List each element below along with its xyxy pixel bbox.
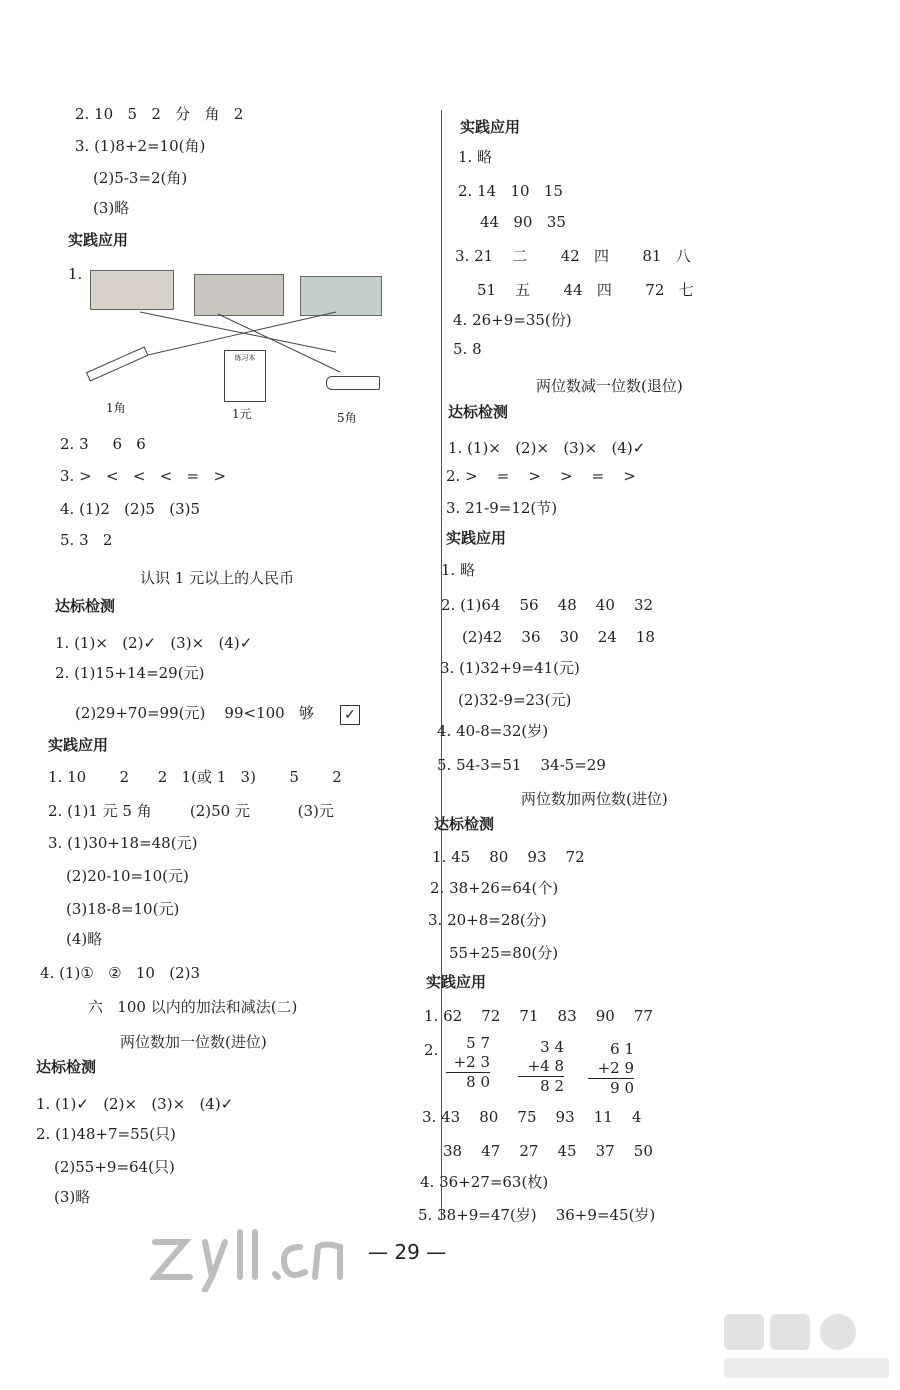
section-heading: 达标检测 bbox=[36, 1058, 97, 1076]
answer-line: 4. 26+9=35(份) bbox=[453, 311, 572, 329]
answer-line: 1. (1)× (2)✓ (3)× (4)✓ bbox=[55, 634, 253, 652]
answer-line: 2. (1)1 元 5 角 (2)50 元 (3)元 bbox=[48, 802, 334, 820]
answer-line: 2. (1)15+14=29(元) bbox=[55, 664, 205, 682]
vertical-addition bbox=[588, 1040, 634, 1098]
answer-line: 51 五 44 四 72 七 bbox=[477, 281, 694, 299]
section-title: 两位数加两位数(进位) bbox=[521, 790, 668, 808]
answer-line: (3)略 bbox=[54, 1188, 91, 1206]
answer-line: 2. (1)48+7=55(只) bbox=[36, 1125, 176, 1143]
answer-line: 2. > = > > = > bbox=[446, 467, 636, 485]
answer-line: 3. 21 二 42 四 81 八 bbox=[455, 247, 691, 265]
section-title: 两位数减一位数(退位) bbox=[536, 377, 683, 395]
vertical-addition bbox=[446, 1034, 490, 1092]
answer-line: 44 90 35 bbox=[480, 213, 566, 231]
answer-line: 1. 略 bbox=[441, 561, 476, 579]
pocketknife-icon bbox=[326, 376, 380, 390]
sum: 9 0 bbox=[588, 1078, 634, 1098]
watermark-graphic bbox=[150, 1222, 360, 1292]
answer-line: 3. > < < < = > bbox=[60, 467, 227, 485]
watermark-logo bbox=[720, 1310, 895, 1385]
caption: 5角 bbox=[337, 411, 357, 425]
addend: 6 1 bbox=[610, 1040, 634, 1058]
answer-line: 3. 20+8=28(分) bbox=[428, 911, 547, 929]
answer-line: (2)5-3=2(角) bbox=[93, 169, 188, 187]
section-heading: 达标检测 bbox=[434, 815, 495, 833]
sum: 8 0 bbox=[446, 1072, 490, 1092]
section-heading: 达标检测 bbox=[55, 597, 116, 615]
page-number: — 29 — bbox=[368, 1240, 447, 1264]
vertical-addition bbox=[518, 1038, 564, 1096]
addend: +2 3 bbox=[453, 1053, 490, 1071]
answer-line: 1. 45 80 93 72 bbox=[432, 848, 585, 866]
answer-line: 5. 3 2 bbox=[60, 531, 113, 549]
answer-line: (3)18-8=10(元) bbox=[66, 900, 180, 918]
addend: +2 9 bbox=[597, 1059, 634, 1077]
answer-line: 4. 40-8=32(岁) bbox=[437, 722, 549, 740]
caption: 1角 bbox=[106, 401, 126, 415]
answer-line: 3. (1)30+18=48(元) bbox=[48, 834, 198, 852]
answer-line: (2)42 36 30 24 18 bbox=[462, 628, 655, 646]
section-heading: 实践应用 bbox=[426, 973, 487, 991]
answer-line: 3. 43 80 75 93 11 4 bbox=[422, 1108, 642, 1126]
question-number: 1. bbox=[68, 265, 83, 283]
section-heading: 达标检测 bbox=[448, 403, 509, 421]
answer-line: 5. 38+9=47(岁) 36+9=45(岁) bbox=[418, 1206, 656, 1224]
answer-line: 3. (1)32+9=41(元) bbox=[440, 659, 580, 677]
question-number: 2. bbox=[424, 1041, 439, 1059]
answer-line: 4. 36+27=63(枚) bbox=[420, 1173, 549, 1191]
answer-line: 1. (1)× (2)× (3)× (4)✓ bbox=[448, 439, 646, 457]
section-title: 两位数加一位数(进位) bbox=[120, 1033, 267, 1051]
answer-line: 2. 38+26=64(个) bbox=[430, 879, 559, 897]
answer-line: (2)32-9=23(元) bbox=[458, 691, 572, 709]
answer-line: 2. (1)64 56 48 40 32 bbox=[441, 596, 654, 614]
section-heading: 实践应用 bbox=[48, 736, 109, 754]
notebook-icon: 练习本 bbox=[224, 350, 266, 402]
addend: 3 4 bbox=[540, 1038, 564, 1056]
addend: 5 7 bbox=[466, 1034, 490, 1052]
answer-line: (3)略 bbox=[93, 199, 130, 217]
answer-line: 3. (1)8+2=10(角) bbox=[75, 137, 206, 155]
answer-line: 1. 10 2 2 1(或 1 3) 5 2 bbox=[48, 768, 342, 786]
answer-line: (4)略 bbox=[66, 930, 103, 948]
answer-line: 5. 8 bbox=[453, 340, 482, 358]
answer-line: 2. 14 10 15 bbox=[458, 182, 563, 200]
answer-line: 1. 62 72 71 83 90 77 bbox=[424, 1007, 653, 1025]
answer-line: 1. (1)✓ (2)× (3)× (4)✓ bbox=[36, 1095, 234, 1113]
caption: 1元 bbox=[232, 407, 252, 421]
answer-line: 4. (1)2 (2)5 (3)5 bbox=[60, 500, 201, 518]
sum: 8 2 bbox=[518, 1076, 564, 1096]
answer-line: 5. 54-3=51 34-5=29 bbox=[437, 756, 606, 774]
answer-line: 3. 21-9=12(节) bbox=[446, 499, 558, 517]
answer-line: (2)29+70=99(元) 99<100 够 bbox=[75, 704, 315, 722]
answer-line: (2)55+9=64(只) bbox=[54, 1158, 175, 1176]
chapter-title: 六 100 以内的加法和减法(二) bbox=[88, 998, 298, 1016]
section-heading: 实践应用 bbox=[460, 118, 521, 136]
answer-line: 2. 10 5 2 分 角 2 bbox=[75, 105, 244, 123]
section-heading: 实践应用 bbox=[68, 231, 129, 249]
section-title: 认识 1 元以上的人民币 bbox=[140, 569, 295, 587]
answer-line: 38 47 27 45 37 50 bbox=[443, 1142, 653, 1160]
section-heading: 实践应用 bbox=[446, 529, 507, 547]
answer-line: 1. 略 bbox=[458, 148, 493, 166]
answer-line: 55+25=80(分) bbox=[449, 944, 559, 962]
answer-line: (2)20-10=10(元) bbox=[66, 867, 189, 885]
addend: +4 8 bbox=[527, 1057, 564, 1075]
checkmark-box: ✓ bbox=[340, 705, 360, 725]
answer-line: 2. 3 6 6 bbox=[60, 435, 146, 453]
answer-line: 4. (1)① ② 10 (2)3 bbox=[40, 964, 201, 982]
